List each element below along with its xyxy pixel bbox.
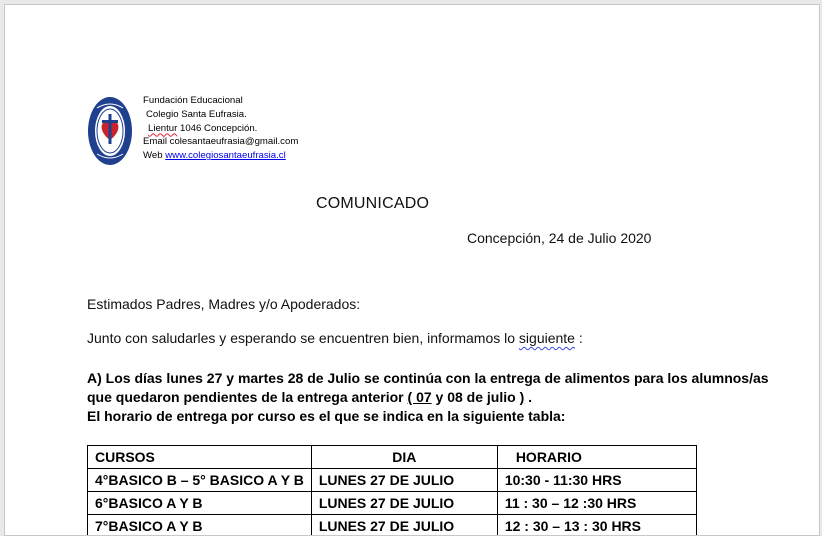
table-row [88, 492, 697, 515]
table-header-row [88, 446, 697, 469]
organization-header [143, 94, 298, 163]
address-rest: 1046 Concepción. [177, 123, 257, 134]
cell-dia: LUNES 27 DE JULIO [311, 515, 497, 536]
notice-date-close: ) [520, 389, 525, 405]
notice-line-1: A) Los días lunes 27 y martes 28 de Julio se continúa con la entrega de alimentos para los alumnos/as [87, 369, 769, 388]
notice-line-2-end: . [524, 389, 532, 405]
address-street: Lientur [148, 123, 177, 134]
intro-paragraph [87, 330, 583, 346]
org-name: Fundación Educacional [143, 94, 298, 108]
cell-dia: LUNES 27 DE JULIO [311, 469, 497, 492]
intro-end: : [575, 330, 583, 346]
document-date: Concepción, 24 de Julio 2020 [467, 230, 651, 246]
notice-paragraph [87, 369, 769, 426]
table-row [88, 469, 697, 492]
header-cursos: CURSOS [88, 446, 312, 469]
intro-text: Junto con saludarles y esperando se encuentren bien, informamos lo [87, 330, 519, 346]
cell-curso: 4°BASICO B – 5° BASICO A Y B [88, 469, 312, 492]
cell-curso: 6°BASICO A Y B [88, 492, 312, 515]
cell-dia: LUNES 27 DE JULIO [311, 492, 497, 515]
web-prefix: Web [143, 150, 165, 161]
document-page [4, 4, 820, 536]
notice-line-2-start: que quedaron pendientes de la entrega anterior [87, 389, 408, 405]
school-email: Email colesantaeufrasia@gmail.com [143, 135, 298, 149]
intro-word: siguiente [519, 330, 575, 346]
notice-line-2-mid: y 08 de julio [432, 389, 520, 405]
school-address [143, 122, 298, 136]
cell-curso: 7°BASICO A Y B [88, 515, 312, 536]
school-crest-logo [87, 96, 133, 166]
school-web [143, 149, 298, 163]
header-dia: DIA [311, 446, 497, 469]
delivery-schedule-table [87, 445, 697, 536]
school-name: Colegio Santa Eufrasia. [143, 108, 298, 122]
table-row [88, 515, 697, 536]
cell-horario: 11 : 30 – 12 :30 HRS [497, 492, 696, 515]
notice-line-3: El horario de entrega por curso es el que se indica en la siguiente tabla: [87, 407, 769, 426]
document-title: COMUNICADO [316, 195, 429, 213]
notice-line-2 [87, 388, 769, 407]
website-link[interactable]: www.colegiosantaeufrasia.cl [165, 150, 286, 161]
cell-horario: 12 : 30 – 13 : 30 HRS [497, 515, 696, 536]
notice-date-open: ( 07 [408, 389, 432, 405]
cell-horario: 10:30 - 11:30 HRS [497, 469, 696, 492]
salutation: Estimados Padres, Madres y/o Apoderados: [87, 296, 360, 312]
header-horario: HORARIO [497, 446, 696, 469]
